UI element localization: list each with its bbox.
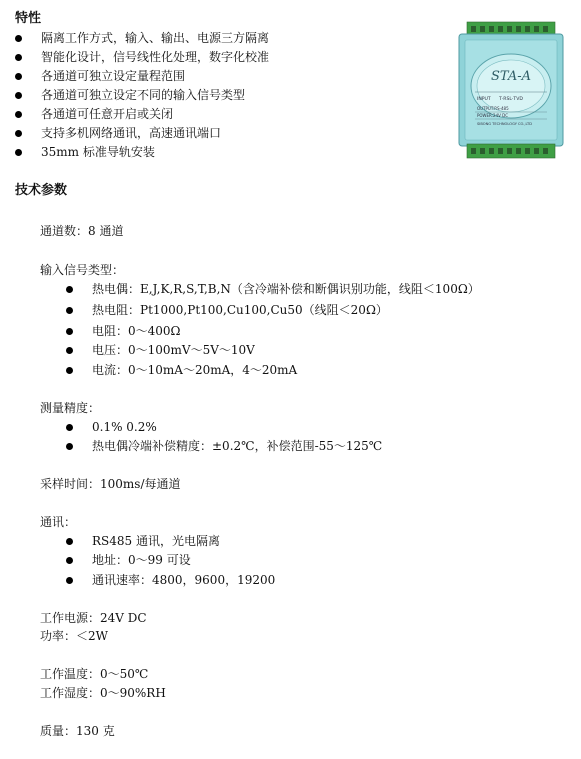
bullet-icon (66, 307, 73, 314)
device-output-text: OUTPUT:RS-485 (477, 106, 509, 111)
bullet-icon (15, 54, 22, 61)
features-heading: 特性 (15, 11, 42, 26)
spec-power-supply: 工作电源：24V DC (40, 611, 147, 625)
bullet-icon (15, 35, 22, 42)
specs-heading: 技术参数 (15, 183, 68, 198)
bullet-icon (15, 111, 22, 118)
spec-weight: 质量：130 克 (40, 724, 115, 738)
bullet-icon (15, 149, 22, 156)
spec-channels: 通道数：8 通道 (40, 224, 124, 238)
device-input-label: INPUT (477, 97, 491, 102)
bullet-icon (66, 538, 73, 545)
spec-accuracy-label: 测量精度： (40, 401, 101, 415)
bullet-icon (15, 92, 22, 99)
device-input-value: T·RSL·TVD (499, 97, 523, 102)
device-image (455, 20, 567, 160)
device-power-text: POWER:24V DC (477, 113, 509, 118)
spec-humidity: 工作湿度：0～90%RH (40, 686, 166, 700)
bullet-icon (15, 73, 22, 80)
bullet-icon (66, 443, 73, 450)
bullet-icon (15, 130, 22, 137)
spec-comm-label: 通讯： (40, 515, 77, 529)
bullet-icon (66, 328, 73, 335)
bullet-icon (66, 557, 73, 564)
spec-power-consumption: 功率：＜2W (40, 629, 108, 643)
bullet-icon (66, 286, 73, 293)
spec-temperature: 工作温度：0～50℃ (40, 667, 149, 681)
bullet-icon (66, 367, 73, 374)
bullet-icon (66, 577, 73, 584)
spec-sampling: 采样时间：100ms/每通道 (40, 477, 181, 491)
bullet-icon (66, 424, 73, 431)
device-brand: STA-A (490, 69, 532, 84)
spec-input-signal-label: 输入信号类型： (40, 263, 125, 277)
bullet-icon (66, 347, 73, 354)
device-maker-text: SIBONG TECHNOLOGY CO.,LTD (477, 122, 532, 126)
